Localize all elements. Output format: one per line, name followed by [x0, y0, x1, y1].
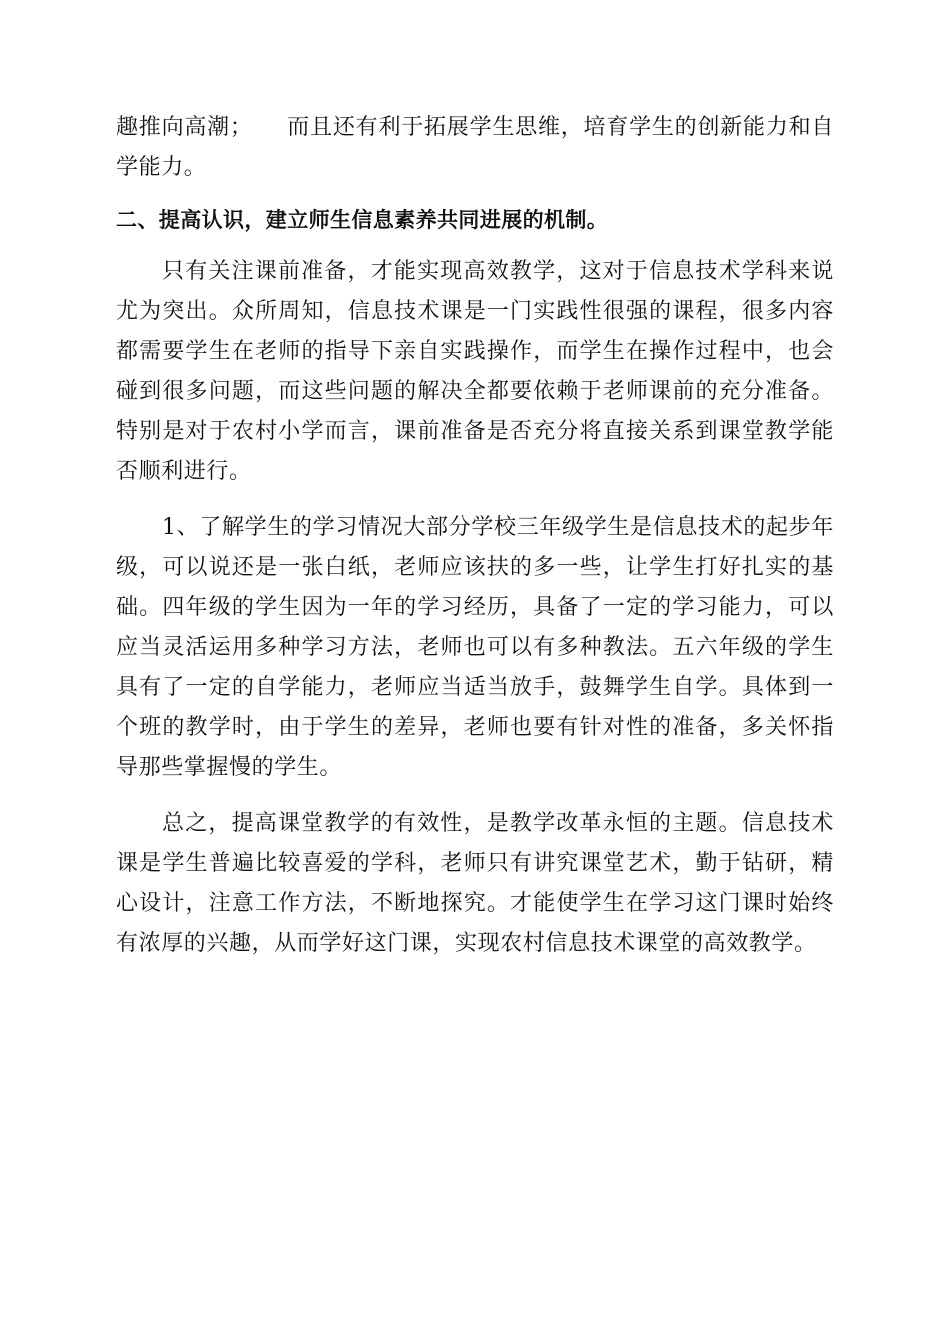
spacer	[116, 188, 834, 200]
spacer	[116, 240, 834, 252]
section-heading: 二、提高认识，建立师生信息素养共同进展的机制。	[116, 208, 609, 232]
paragraph-point-1: 1、了解学生的学习情况大部分学校三年级学生是信息技术的起步年级，可以说还是一张白纸，老师应该扶的多一些，让学生打好扎实的基础。四年级的学生因为一年的学习经历，具备了一定的学习能力，可以应当灵活运用多种学习方法，老师也可以有多种教法。五六年级的学生具有了一定的自学能力，老师应当适当放手，鼓舞学生自学。具体到一个班的教学时，由于学生的差异，老师也要有针对性的准备，多关怀指导那些掌握慢的学生。	[116, 515, 834, 780]
paragraph-summary: 总之，提高课堂教学的有效性，是教学改革永恒的主题。信息技术课是学生普遍比较喜爱的学科，老师只有讲究课堂艺术，勤于钻研，精心设计，注意工作方法，不断地探究。才能使学生在学习这门课时始终有浓厚的兴趣，从而学好这门课，实现农村信息技术课堂的高效教学。	[116, 811, 834, 956]
document-body	[116, 108, 834, 964]
spacer	[116, 492, 834, 508]
paragraph-continuation: 趣推向高潮； 而且还有利于拓展学生思维，培育学生的创新能力和自学能力。	[116, 115, 834, 180]
paragraph-class-preparation: 只有关注课前准备，才能实现高效教学，这对于信息技术学科来说尤为突出。众所周知，信息技术课是一门实践性很强的课程，很多内容都需要学生在老师的指导下亲自实践操作，而学生在操作过程中，也会碰到很多问题，而这些问题的解决全都要依赖于老师课前的充分准备。特别是对于农村小学而言，课前准备是否充分将直接关系到课堂教学能否顺利进行。	[116, 259, 834, 484]
spacer	[116, 788, 834, 804]
